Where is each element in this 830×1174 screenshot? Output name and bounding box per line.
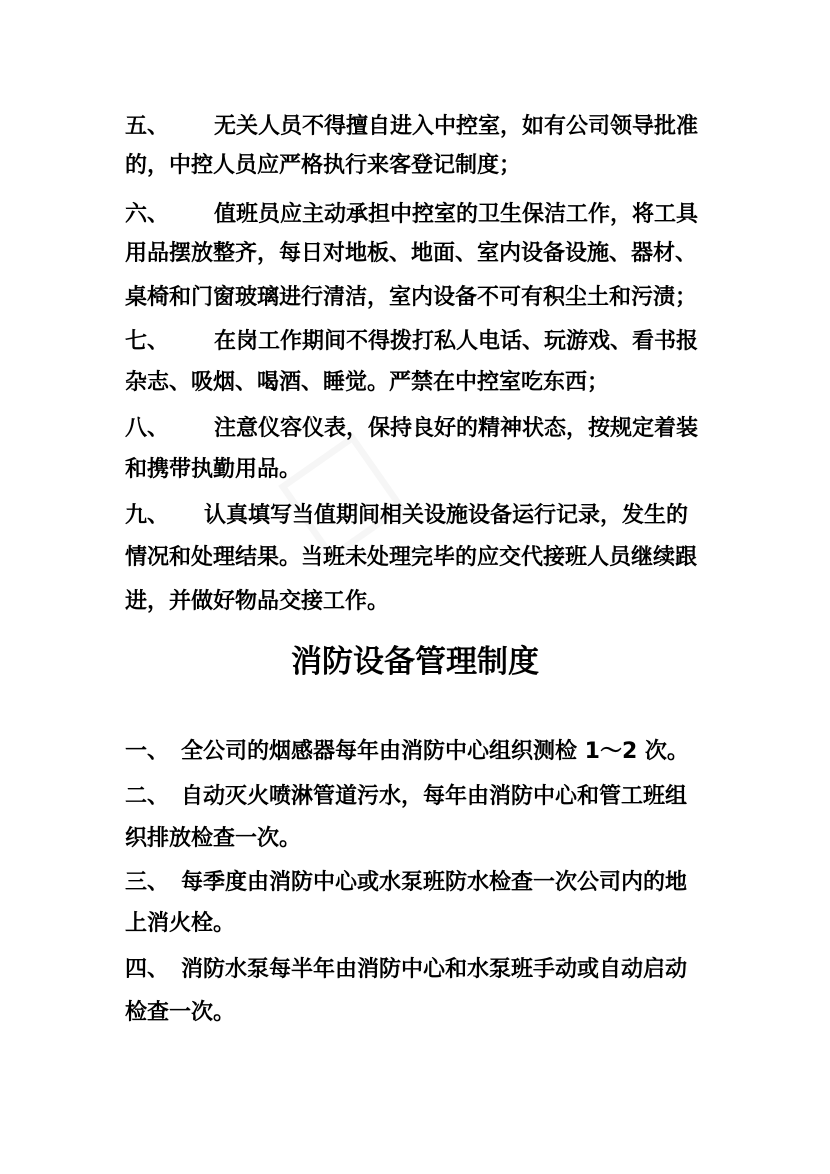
list-marker: 一、 bbox=[125, 739, 170, 764]
paragraph-line: 用品摆放整齐，每日对地板、地面、室内设备设施、器材、 bbox=[125, 241, 698, 266]
list-marker: 七、 bbox=[125, 329, 170, 354]
paragraph-line: 杂志、吸烟、喝酒、睡觉。严禁在中控室吃东西； bbox=[125, 370, 610, 395]
paragraph-line: 和携带执勤用品。 bbox=[125, 457, 302, 482]
paragraph-line: 上消火栓。 bbox=[125, 911, 236, 936]
list-marker: 二、 bbox=[125, 784, 170, 809]
line-text: 每季度由消防中心或水泵班防水检查一次公司内的地 bbox=[181, 870, 688, 895]
list-marker: 九、 bbox=[125, 503, 170, 528]
paragraph-line: 桌椅和门窗玻璃进行清洁，室内设备不可有积尘土和污渍； bbox=[125, 285, 698, 310]
paragraph-line bbox=[125, 113, 699, 141]
line-text: 全公司的烟感器每年由消防中心组织测检 1～2 次。 bbox=[181, 739, 689, 764]
paragraph-line: 进，并做好物品交接工作。 bbox=[125, 589, 390, 614]
paragraph-line bbox=[125, 201, 699, 229]
paragraph-line bbox=[125, 869, 688, 897]
paragraph-line: 的，中控人员应严格执行来客登记制度； bbox=[125, 153, 522, 178]
line-text: 认真填写当值期间相关设施设备运行记录，发生的 bbox=[204, 503, 689, 528]
list-marker: 五、 bbox=[125, 114, 170, 139]
list-marker: 四、 bbox=[125, 957, 170, 982]
paragraph-line bbox=[125, 328, 699, 356]
line-text: 无关人员不得擅自进入中控室，如有公司领导批准 bbox=[214, 114, 699, 139]
paragraph-line bbox=[125, 783, 688, 811]
line-text: 在岗工作期间不得拨打私人电话、玩游戏、看书报 bbox=[214, 329, 699, 354]
line-text: 自动灭火喷淋管道污水，每年由消防中心和管工班组 bbox=[181, 784, 688, 809]
line-text: 消防水泵每半年由消防中心和水泵班手动或自动启动 bbox=[181, 957, 688, 982]
paragraph-line bbox=[125, 956, 688, 984]
paragraph-line: 检查一次。 bbox=[125, 1000, 236, 1025]
paragraph-line bbox=[125, 738, 689, 766]
section-heading: 消防设备管理制度 bbox=[291, 644, 539, 680]
line-text: 值班员应主动承担中控室的卫生保洁工作，将工具 bbox=[214, 202, 699, 227]
list-marker: 八、 bbox=[125, 416, 170, 441]
paragraph-line: 织排放检查一次。 bbox=[125, 826, 302, 851]
line-text: 注意仪容仪表，保持良好的精神状态，按规定着装 bbox=[214, 416, 699, 441]
paragraph-line: 情况和处理结果。当班未处理完毕的应交代接班人员继续跟 bbox=[125, 545, 698, 570]
list-marker: 三、 bbox=[125, 870, 170, 895]
paragraph-line bbox=[125, 415, 699, 443]
paragraph-line bbox=[125, 502, 689, 530]
list-marker: 六、 bbox=[125, 202, 170, 227]
